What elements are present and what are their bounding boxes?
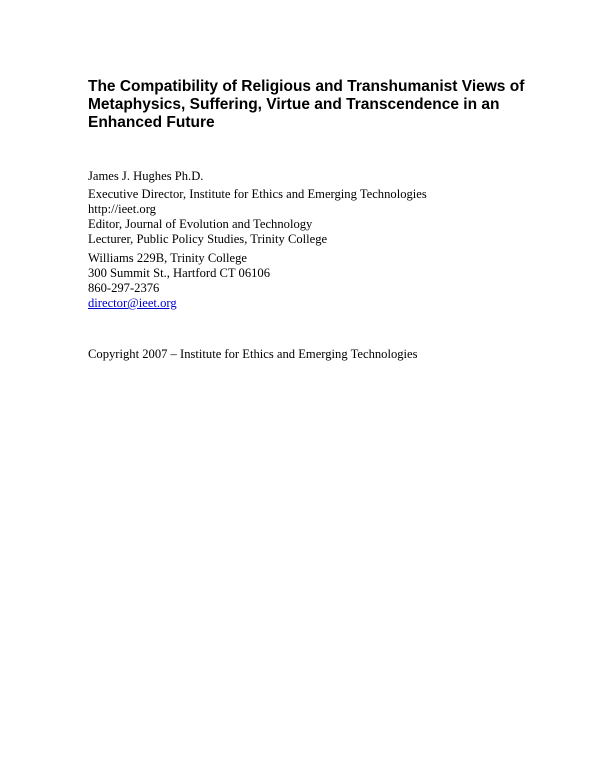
- author-name: James J. Hughes Ph.D.: [88, 169, 204, 183]
- email-link[interactable]: director@ieet.org: [88, 296, 177, 310]
- address-block: [88, 251, 270, 311]
- affiliation-line: http://ieet.org: [88, 202, 156, 216]
- address-line: Williams 229B, Trinity College: [88, 251, 248, 265]
- title-line: The Compatibility of Religious and Transhumanist Views of: [88, 78, 525, 95]
- address-line: 300 Summit St., Hartford CT 06106: [88, 266, 271, 280]
- affiliation-block: [88, 187, 427, 247]
- copyright-notice: Copyright 2007 – Institute for Ethics and Emerging Technologies: [88, 347, 418, 361]
- affiliation-line: Executive Director, Institute for Ethics and Emerging Technologies: [88, 187, 427, 201]
- title-line: Metaphysics, Suffering, Virtue and Transcendence in an: [88, 96, 500, 113]
- title-line: Enhanced Future: [88, 114, 215, 131]
- phone-number: 860-297-2376: [88, 281, 160, 295]
- document-title: [88, 78, 528, 132]
- affiliation-line: Lecturer, Public Policy Studies, Trinity College: [88, 232, 328, 246]
- affiliation-line: Editor, Journal of Evolution and Technology: [88, 217, 313, 231]
